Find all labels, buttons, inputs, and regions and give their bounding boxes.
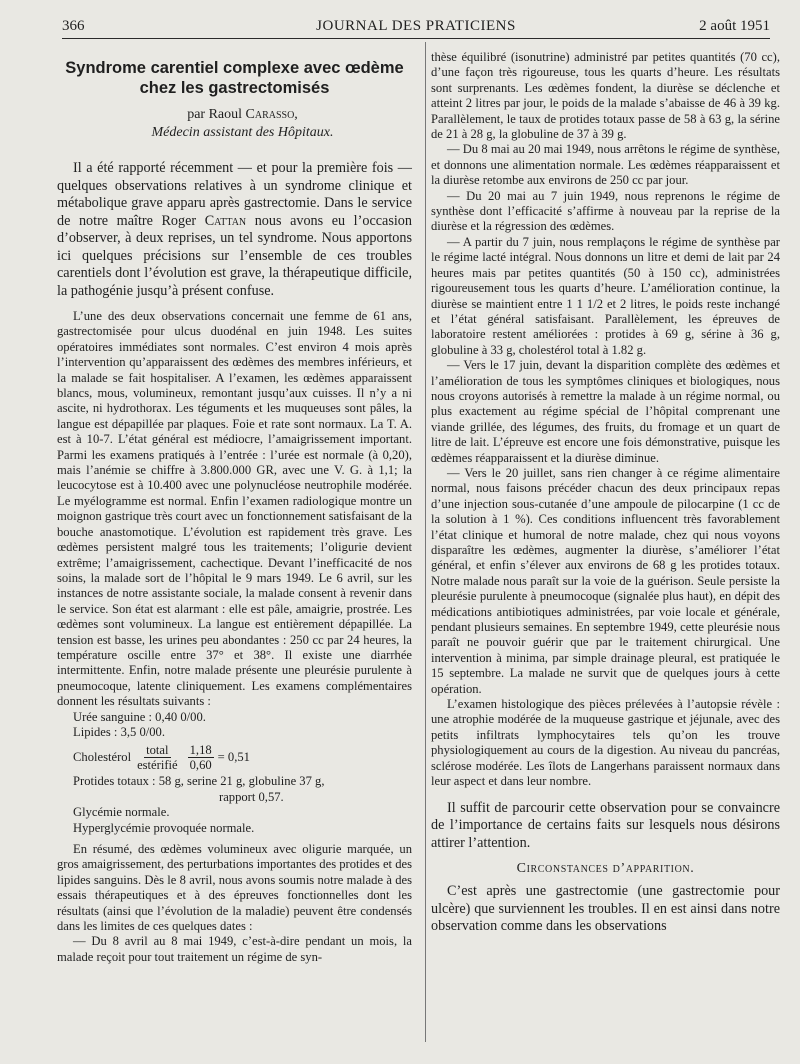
- timeline-paragraph-6: — Vers le 20 juillet, sans rien changer à ce régime alimentaire normal, nous faisons précéder chacun des deux principaux repas d’une injection sous-cutanée d’une ampoule de pilocarpine (1 cc de la solution à 1 %). Ces conditions influencent très favorablement l’état clinique et humoral de notre malade, chez qui nous voyons disparaître les œdèmes, augmenter la diurèse, s’améliorer l’état général, et enfin s’élever aux environs de 68 g les protides totaux. Notre malade nous paraît sur la voie de la guérison. Seule persiste la pleurésie purulente à pneumocoque (signalée plus haut), en dépit des médications antibiotiques administrées, par voie locale et générale, pendant plusieurs semaines. En septembre 1949, cette pleurésie nous paraît ne pouvoir guérir que par le traitement chirurgical. Une intervention à minima, par simple drainage pleural, est pratiquée le 15 septembre. La malade ne survit que de quelques jours à cette opération.: [431, 465, 780, 696]
- author-name: Carasso,: [245, 107, 298, 122]
- intro-name: Cattan: [204, 212, 247, 229]
- journal-title: JOURNAL DES PRATICIENS: [316, 18, 516, 34]
- chol-total-label: total: [146, 742, 169, 757]
- chol-result: = 0,51: [217, 749, 250, 764]
- chol-denominator: 0,60: [189, 757, 212, 772]
- intro-paragraph: [57, 160, 412, 300]
- lab-rapport: rapport 0,57.: [219, 789, 284, 804]
- cholesterol-formula: [73, 740, 412, 774]
- chol-label: Cholestérol: [73, 749, 132, 764]
- summary-paragraph: En résumé, des œdèmes volumineux avec oligurie marquée, un gros amaigrissement, des perturbations importantes des protides et des lipides sanguins. Dès le 8 avril, nous avons soumis notre malade à des essais thérapeutiques et à des épreuves fonctionnelles dont les résultats (ainsi que l’évolution de la maladie) peuvent être condensés dans les limites de ces quelques dates :: [57, 842, 412, 934]
- section-paragraph: C’est après une gastrectomie (une gastrectomie pour ulcère) que surviennent les troubles. Il en est ainsi dans notre observation comme dans les observations: [431, 883, 780, 935]
- chol-values-fraction: [188, 743, 214, 772]
- chol-esterifie-label: estérifié: [137, 757, 178, 772]
- chol-labels-fraction: [135, 743, 180, 772]
- timeline-paragraph-5: — Vers le 17 juin, devant la disparition complète des œdèmes et l’amélioration de tous les symptômes cliniques et biologiques, nous nous croyons autorisés à remettre la malade à un régime normal, ou plus exactement au régime spécial de l’hôpital comprenant une viande grillée, des légumes, des fruits, du fromage et un quart de litre de lait. L’épreuve est encore une fois démonstrative, puisque les œdèmes réapparaissent et la diurèse diminue.: [431, 358, 780, 465]
- article-title-line2: chez les gastrectomisés: [139, 79, 330, 97]
- author-affiliation: Médecin assistant des Hôpitaux.: [151, 125, 334, 140]
- issue-date: 2 août 1951: [699, 18, 770, 34]
- conclusion-paragraph: Il suffit de parcourir cette observation pour se convaincre de l’importance de certains faits sur lesquels nous désirons attirer l’attention.: [431, 799, 780, 851]
- lab-glycemie: Glycémie normale.: [73, 805, 170, 820]
- lab-uree: Urée sanguine : 0,40 0/00.: [73, 709, 206, 724]
- byline-prefix: par Raoul: [187, 107, 246, 122]
- page-number: 366: [62, 18, 85, 34]
- lab-protides: Protides totaux : 58 g, serine 21 g, globuline 37 g,: [73, 774, 325, 789]
- right-column: [431, 50, 780, 936]
- section-heading: Circonstances d’apparition.: [516, 861, 695, 876]
- timeline-paragraph-2: — Du 8 mai au 20 mai 1949, nous arrêtons le régime de synthèse, et donnons une alimentation normale. Les œdèmes réapparaissent et la diurèse retombe aux environs de 250 cc par jour.: [431, 142, 780, 188]
- histology-paragraph: L’examen histologique des pièces prélevées à l’autopsie révèle : une atrophie modérée de la muqueuse gastrique et jéjunale, avec des petits infiltrats lymphocytaires tels qu’on les trouve physiologiquement au cours de la digestion. Au niveau du pancréas, sclérose modérée. Les îlots de Langerhans paraissent normaux dans leur aspect et dans leur nombre.: [431, 697, 780, 789]
- lab-hyperglycemie: Hyperglycémie provoquée normale.: [73, 820, 255, 835]
- intro-text-end: nous avons eu l’occasion d’observer, à deux reprises, un tel syndrome. Nous apportons ici quelques précisions sur l’ensemble de ces troubles carentiels dont l’évolution est grave, la thérapeutique difficile, la pathogénie jusqu’à présent confuse.: [57, 212, 412, 299]
- left-column: [57, 50, 412, 965]
- article-title-line1: Syndrome carentiel complexe avec œdème: [65, 59, 404, 77]
- chol-numerator: 1,18: [189, 742, 212, 757]
- timeline-paragraph-3: — Du 20 mai au 7 juin 1949, nous reprenons le régime de synthèse dont l’efficacité s’affirme à nouveau par la reprise de la diurèse et la régression des œdèmes.: [431, 188, 780, 234]
- lab-results: [73, 710, 412, 836]
- observation-paragraph: L’une des deux observations concernait une femme de 61 ans, gastrectomisée pour ulcus duodénal en juin 1948. Les suites opératoires immédiates sont normales. C’est environ 4 mois après l’intervention qu’apparaissent des œdèmes des membres inférieurs, et la malade se fait hospitaliser. A l’examen, les œdèmes apparaissent blancs, mous, volumineux, remontant jusqu’aux cuisses. Il n’y a ni ascite, ni hydrothorax. Les téguments et les muqueuses sont pâles, la langue est dépapillée par plaques. Foie et rate sont normaux. La T. A. est à 10-7. L’état général est médiocre, l’amaigrissement important. Parmi les examens pratiqués à l’entrée : l’urée est normale (à 0,20), mais l’anémie se chiffre à 3.800.000 GR, avec une V. G. à 1,1; la leucocytose est à 10.400 avec une polynucléose neutrophile modérée. Le myélogramme est normal. Enfin l’examen radiologique montre un moignon gastrique très court avec un fonctionnement satisfaisant de la bouche anastomotique. L’évolution est rapidement très grave. Les œdèmes persistent malgré tous les traitements; l’oligurie devient extrême; l’amaigrissement, cachectique. Devant l’inefficacité de nos soins, la malade sort de l’hôpital le 9 mars 1949. Le 6 avril, sur les instances de notre assistante sociale, la malade consent à revenir dans le service. Son état est alarmant : elle est pâle, amaigrie, prostrée. Les œdèmes sont volumineux. La langue est entièrement dépapillée. La tension est basse, les urines peu abondantes : 250 cc par 24 heures, la température oscille entre 37° et 38°. Il existe une diarrhée intermittente. Enfin, notre malade présente une pleurésie purulente à pneumocoque, latente cliniquement. Les examens complémentaires donnent les résultats suivants :: [57, 309, 412, 709]
- article-title: [57, 58, 412, 98]
- timeline-paragraph-4: — A partir du 7 juin, nous remplaçons le régime de synthèse par le régime lacté intégral. Nous donnons un litre et demi de lait par 24 heures mais par petites quantités (50 à 150 cc), administrées rigoureusement tous les quarts d’heure. L’amélioration continue, la diurèse se maintient entre 1 1 1/2 et 2 litres, le poids reste inchangé et l’état général satisfaisant. Parallèlement, les épreuves de laboratoire restent améliorées : protides à 69 g, sérine à 36 g, globuline à 33 g, cholestérol total à 1.82 g.: [431, 234, 780, 357]
- column-divider: [425, 42, 426, 1042]
- header-rule: [62, 38, 770, 39]
- byline: [57, 106, 412, 124]
- intro-text-start: Il a été rapporté récemment — et pour la première fois — quelques observations relatives à un syndrome clinique et métabolique grave apparu après gastrectomie. Dans le service de notre maître Roger: [57, 160, 412, 229]
- page-header: [62, 14, 770, 38]
- lab-lipides: Lipides : 3,5 0/00.: [73, 724, 165, 739]
- timeline-paragraph-1: — Du 8 avril au 8 mai 1949, c’est-à-dire pendant un mois, la malade reçoit pour tout traitement un régime de syn-: [57, 934, 412, 964]
- continued-paragraph: thèse équilibré (isonutrine) administré par petites quantités (70 cc), d’une façon très rigoureuse, tous les quarts d’heure. Les résultats sont surprenants. Les œdèmes fondent, la diurèse se déclenche et atteint 2 litres par jour, le poids de la malade s’abaisse de 46 à 39 kg. Parallèlement, le taux de protides totaux passe de 58 à 63 g, la sérine de 21 à 28 g, la globuline de 37 à 39 g.: [431, 50, 780, 142]
